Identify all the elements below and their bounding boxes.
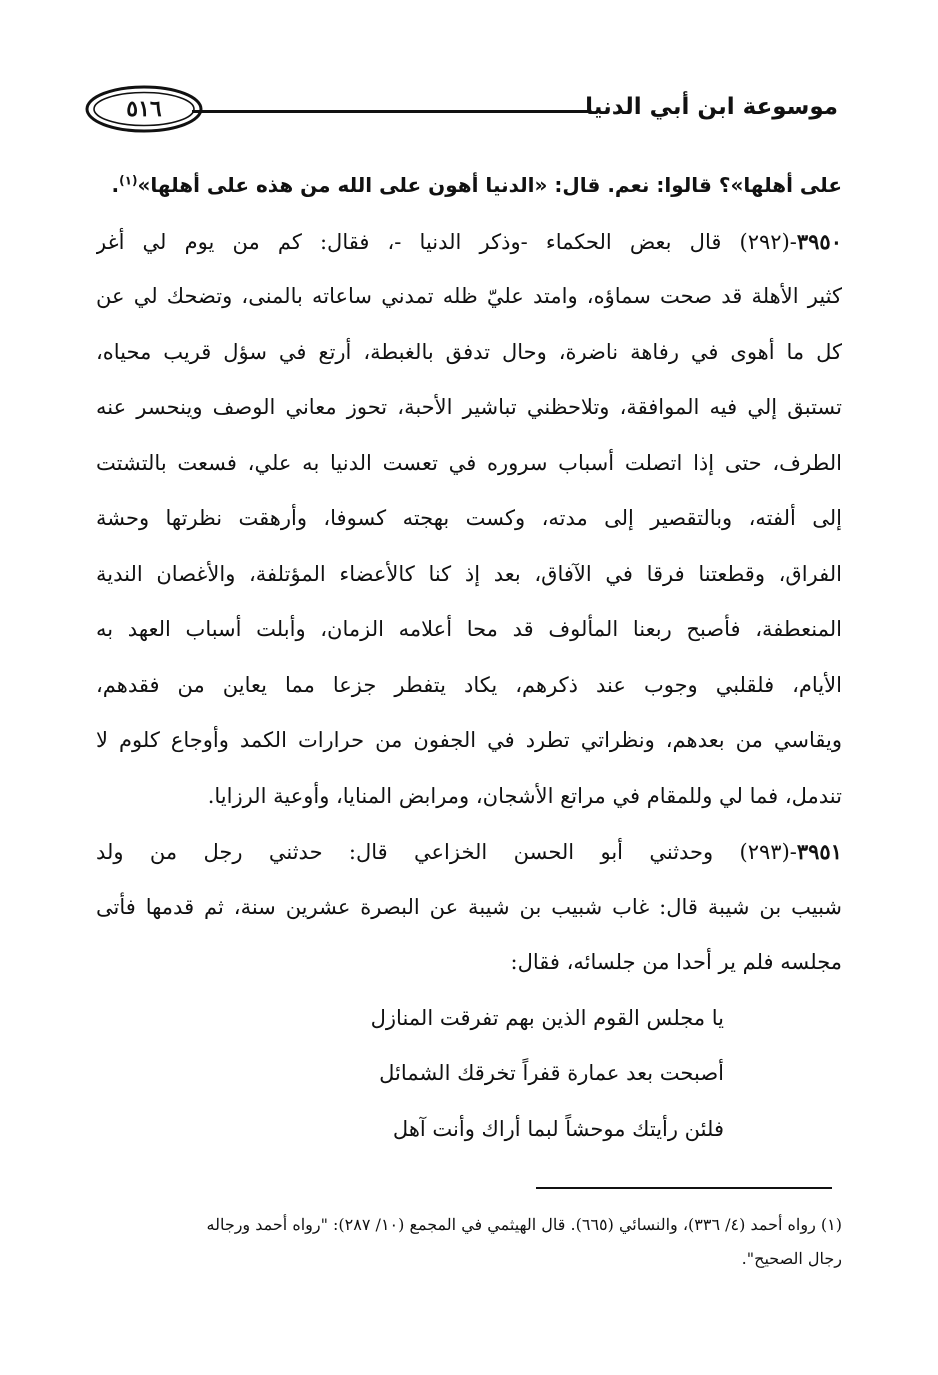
footnotes [96,1208,842,1276]
line-text: -(٢٩٣) وحدثني أبو الحسن الخزاعي قال: حدثني رجل من ولد [96,840,797,864]
footnote-line: رجال الصحيح". [741,1249,842,1268]
footnote-divider [536,1187,832,1189]
line-text: -(٢٩٢) قال بعض الحكماء -وذكر الدنيا -، فقال: كم من يوم لي أغر [96,229,797,254]
poem-verse: يا مجلس القوم الذين بهم تفرقت المنازل [370,1005,724,1030]
intro-end: . [111,173,120,197]
page-number: ٥١٦ [126,96,162,122]
page-number-badge [84,84,204,134]
paragraph-line: ويقاسي من بعدهم، ونظراتي تطرد في الجفون من حرارات الكمد وأوجاع كلوم لا [96,728,842,752]
paragraph-line: شبيب بن شيبة قال: غاب شبيب بن شيبة عن البصرة عشرين سنة، ثم قدمها فأتى [96,894,842,919]
page-header [84,84,838,136]
hadith-number: ٣٩٥١ [796,839,842,864]
paragraph-line: تندمل، فما لي وللمقام في مراتع الأشجان، ومرابض المنايا، وأوعية الرزايا. [207,783,842,808]
paragraph-line: المنعطفة، فأصبح ربعنا المألوف قد محا أعلامه الزمان، وأبلت أسباب العهد به [96,617,842,641]
paragraph-line: الفراق، وقطعتنا فرقا في الآفاق، بعد إذ كنا كالأعضاء المؤتلفة، والأغصان الندية [96,561,842,586]
main-text [96,158,842,1157]
intro-text: على أهلها»؟ قالوا: نعم. قال: «الدنيا أهون على الله من هذه على أهلها» [137,173,842,197]
paragraph-line [96,214,842,270]
footnote-line: (١) رواه أحمد (٤/ ٣٣٦)، والنسائي (٦٦٥). قال الهيثمي في المجمع (١٠/ ٢٨٧): "رواه أحمد ورجاله [206,1215,842,1234]
footnote-ref[interactable]: (١) [119,173,138,188]
intro-line [96,158,842,214]
paragraph-line: تستبق إلي فيه الموافقة، وتلاحظني تباشير الأحبة، تحوز معاني الوصف وينحسر عنه [96,395,842,419]
hadith-number: ٣٩٥٠ [796,228,842,254]
poem-verse: أصبحت بعد عمارة قفراً تخرقك الشمائل [379,1061,724,1085]
header-rule [192,110,590,113]
paragraph-line: كثير الأهلة قد صحت سماؤه، وامتد عليّ ظله تمدني ساعاته بالمنى، وتضحك لي عن [96,284,842,308]
book-title: موسوعة ابن أبي الدنيا [585,94,838,120]
paragraph-line: الطرف، حتى إذا اتصلت أسباب سروره في تعست الدنيا به علي، فسعت بالتشتت [96,450,842,475]
paragraph-line: مجلسه فلم ير أحدا من جلسائه، فقال: [510,950,842,974]
paragraph-line: كل ما أهوى في رفاهة ناضرة، وحال تدفق بالغبطة، أرتع في سؤل قريب محياه، [96,339,842,364]
paragraph-line: الأيام، فلقلبي وجوب عند ذكرهم، يكاد يتفطر جزعا مما يعاين من فقدهم، [96,672,842,697]
paragraph-line [96,824,842,880]
poem-verse: فلئن رأيتك موحشاً لبما أراك وأنت آهل [392,1116,724,1141]
paragraph-line: إلى ألفته، وبالتقصير إلى مدته، وكست بهجته كسوفا، وأرهقت نظرتها وحشة [96,506,842,530]
